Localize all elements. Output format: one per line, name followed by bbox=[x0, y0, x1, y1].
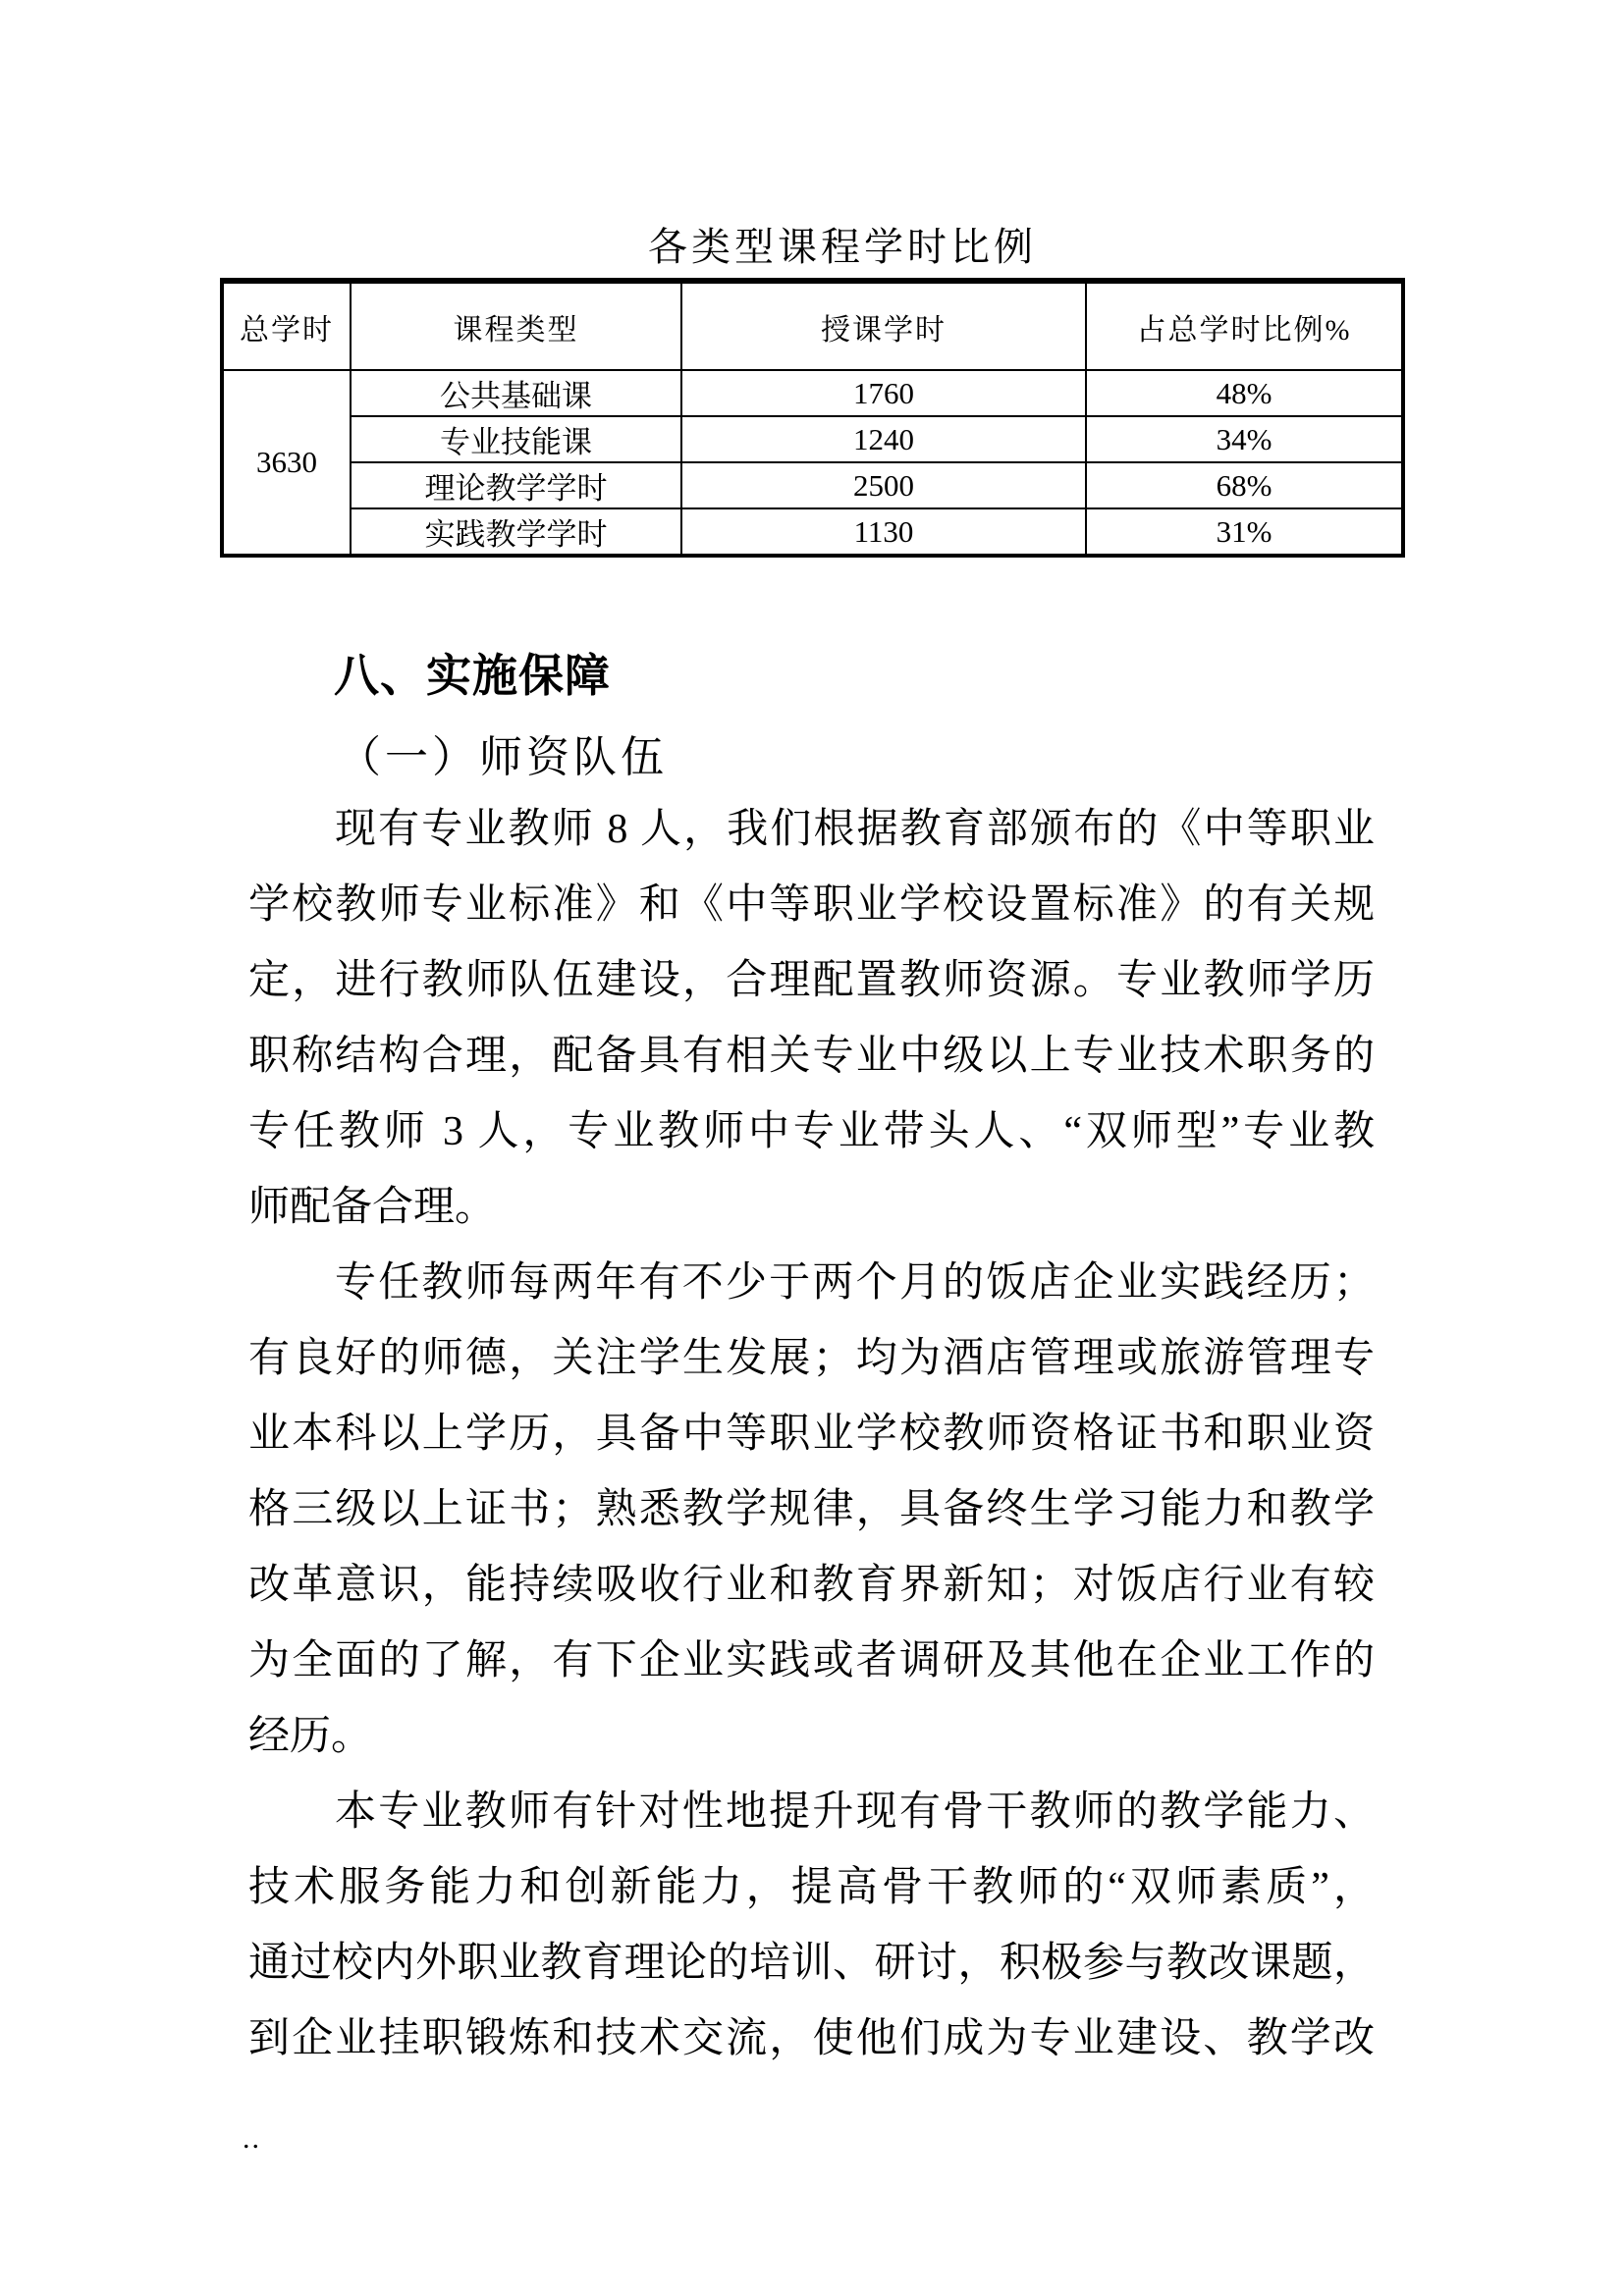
footer-mark: .. bbox=[243, 2122, 261, 2155]
text-line: 定，进行教师队伍建设，合理配置教师资源。专业教师学历 bbox=[248, 958, 1375, 1003]
col-header-course-type: 课程类型 bbox=[351, 281, 681, 370]
text-line: 通过校内外职业教育理论的培训、研讨，积极参与教改课题， bbox=[248, 1941, 1375, 1986]
table-row bbox=[222, 416, 1403, 462]
text-line: 专任教师每两年有不少于两个月的饭店企业实践经历； bbox=[335, 1260, 1375, 1306]
table-row bbox=[222, 370, 1403, 416]
text-line: 技术服务能力和创新能力，提高骨干教师的“双师素质”， bbox=[248, 1865, 1375, 1910]
col-header-total-hours: 总学时 bbox=[222, 281, 351, 370]
body-text bbox=[248, 792, 1375, 2077]
course-type-cell: 理论教学学时 bbox=[351, 462, 681, 508]
text-line: 到企业挂职锻炼和技术交流，使他们成为专业建设、教学改 bbox=[248, 2016, 1375, 2061]
hours-cell: 1130 bbox=[681, 508, 1086, 556]
text-line: 职称结构合理，配备具有相关专业中级以上专业技术职务的 bbox=[248, 1034, 1375, 1079]
text-line: 经历。 bbox=[248, 1714, 373, 1759]
col-header-percent: 占总学时比例% bbox=[1086, 281, 1403, 370]
text-line: 师配备合理。 bbox=[248, 1185, 497, 1230]
col-header-teaching-hours: 授课学时 bbox=[681, 281, 1086, 370]
subsection-heading: （一）师资队伍 bbox=[338, 733, 668, 781]
text-line: 本专业教师有针对性地提升现有骨干教师的教学能力、 bbox=[335, 1789, 1375, 1835]
table-header-row bbox=[222, 281, 1403, 370]
table-row bbox=[222, 462, 1403, 508]
percent-cell: 48% bbox=[1086, 370, 1403, 416]
text-line: 格三级以上证书；熟悉教学规律，具备终生学习能力和教学 bbox=[248, 1487, 1375, 1532]
text-line: 学校教师专业标准》和《中等职业学校设置标准》的有关规 bbox=[248, 882, 1375, 928]
text-line: 有良好的师德，关注学生发展；均为酒店管理或旅游管理专 bbox=[248, 1336, 1375, 1381]
percent-cell: 34% bbox=[1086, 416, 1403, 462]
course-type-cell: 专业技能课 bbox=[351, 416, 681, 462]
section-heading: 八、实施保障 bbox=[334, 650, 611, 701]
percent-cell: 31% bbox=[1086, 508, 1403, 556]
total-hours-cell: 3630 bbox=[222, 370, 351, 556]
text-line: 专任教师 3 人，专业教师中专业带头人、“双师型”专业教 bbox=[248, 1109, 1375, 1154]
text-line: 业本科以上学历，具备中等职业学校教师资格证书和职业资 bbox=[248, 1412, 1375, 1457]
percent-cell: 68% bbox=[1086, 462, 1403, 508]
text-line: 现有专业教师 8 人，我们根据教育部颁布的《中等职业 bbox=[335, 807, 1375, 852]
text-line: 改革意识，能持续吸收行业和教育界新知；对饭店行业有较 bbox=[248, 1563, 1375, 1608]
table-title: 各类型课程学时比例 bbox=[648, 225, 1037, 269]
text-line: 为全面的了解，有下企业实践或者调研及其他在企业工作的 bbox=[248, 1638, 1375, 1683]
course-type-cell: 实践教学学时 bbox=[351, 508, 681, 556]
table-row bbox=[222, 508, 1403, 556]
hours-cell: 2500 bbox=[681, 462, 1086, 508]
hours-cell: 1760 bbox=[681, 370, 1086, 416]
course-type-cell: 公共基础课 bbox=[351, 370, 681, 416]
hours-cell: 1240 bbox=[681, 416, 1086, 462]
course-hours-table bbox=[220, 278, 1405, 558]
